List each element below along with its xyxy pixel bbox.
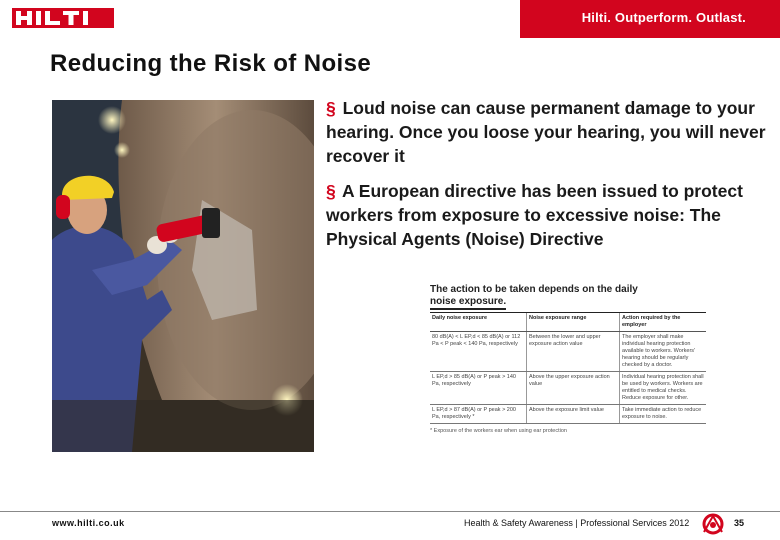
table-cell: Individual hearing protection shall be used by workers. Workers are entitled to medical checks. Reduce exposure for other.: [620, 372, 707, 405]
table-row: [430, 332, 706, 372]
column-header: Daily noise exposure: [430, 313, 527, 332]
table-header-row: [430, 313, 706, 332]
table-title-line2: noise exposure.: [430, 296, 506, 310]
header-bar: [0, 0, 780, 38]
footer-caption: Health & Safety Awareness | Professional Services 2012: [464, 518, 690, 528]
hilti-logo: [12, 8, 114, 28]
slide-title: Reducing the Risk of Noise: [50, 50, 372, 77]
noise-exposure-table: [430, 312, 706, 424]
bullet-item: [326, 179, 766, 251]
table-title-line1: The action to be taken depends on the daily: [430, 284, 638, 295]
table-footnote: * Exposure of the workers ear when using ear protection: [430, 428, 567, 434]
worker-photo: [52, 100, 314, 452]
footer-divider: [0, 511, 780, 512]
bullet-list: [326, 96, 766, 262]
bullet-item: [326, 96, 766, 168]
table-cell: Take immediate action to reduce exposure to noise.: [620, 405, 707, 424]
table-row: [430, 405, 706, 424]
table-row: [430, 372, 706, 405]
header-tagline-band: [520, 0, 780, 38]
table-cell: Above the exposure limit value: [527, 405, 620, 424]
safety-logo-icon: [700, 512, 726, 536]
table-cell: L EP,d > 87 dB(A) or P peak > 200 Pa, respectively *: [430, 405, 527, 424]
table-cell: L EP,d > 85 dB(A) or P peak > 140 Pa, respectively: [430, 372, 527, 405]
table-cell: Above the upper exposure action value: [527, 372, 620, 405]
bullet-text: Loud noise can cause permanent damage to your hearing. Once you loose your hearing, you will never recover it: [326, 98, 766, 166]
worker-photo-illustration: [52, 100, 314, 452]
table-cell: 80 dB(A) < L EP,d < 85 dB(A) or 112 Pa < P peak < 140 Pa, respectively: [430, 332, 527, 372]
bullet-marker: §: [326, 181, 336, 201]
bullet-marker: §: [326, 98, 336, 118]
footer-url: www.hilti.co.uk: [52, 518, 125, 528]
table-cell: Between the lower and upper exposure action value: [527, 332, 620, 372]
page-number: 35: [734, 518, 745, 528]
tagline: Hilti. Outperform. Outlast.: [581, 10, 746, 25]
column-header: Noise exposure range: [527, 313, 620, 332]
bullet-text: A European directive has been issued to protect workers from exposure to excessive noise: The Physical Agents (Noise) Directive: [326, 181, 743, 249]
noise-exposure-table-figure: [430, 284, 710, 480]
table-title: [430, 284, 710, 308]
column-header: Action required by the employer: [620, 313, 707, 332]
table-cell: The employer shall make individual hearing protection available to workers. Workers' hearing should be regularly checked by a doctor.: [620, 332, 707, 372]
